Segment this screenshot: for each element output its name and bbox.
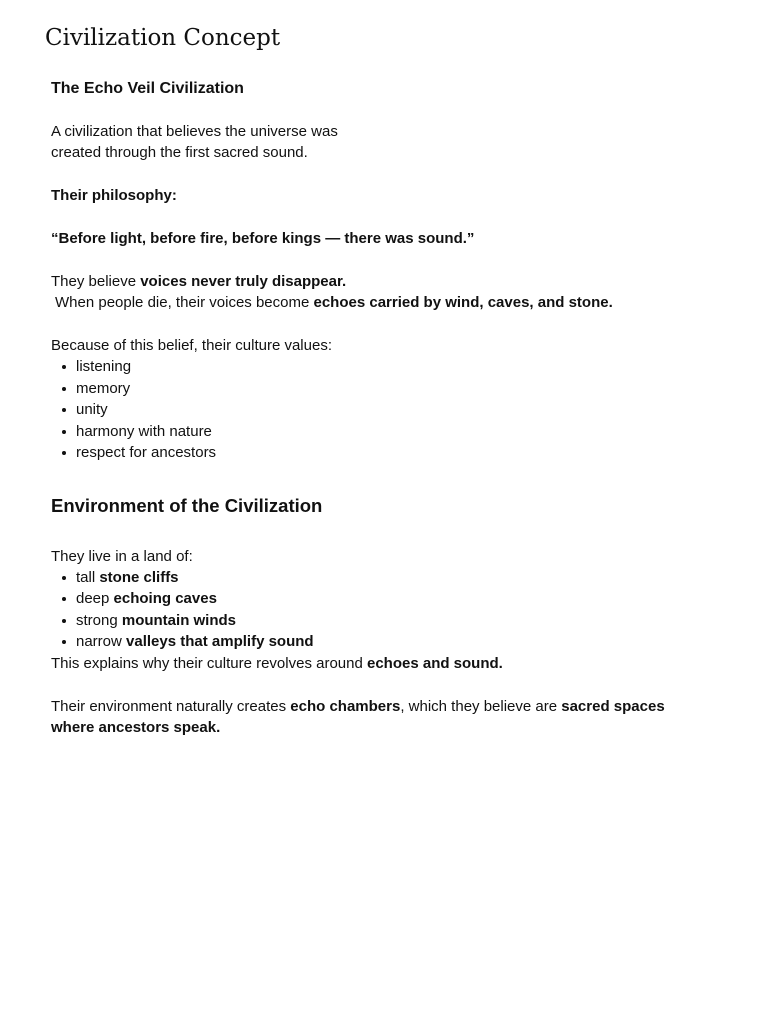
feature-plain: strong (76, 611, 122, 629)
chambers-part-2: , which they believe are (400, 697, 562, 715)
environment-explanation (51, 653, 691, 674)
section-subtitle: The Echo Veil Civilization (51, 80, 244, 97)
explanation-bold: echoes and sound. (366, 654, 503, 672)
document-title: Civilization Concept (45, 25, 281, 51)
belief-line-2-plain: When people die, their voices become (55, 294, 314, 311)
list-item (76, 567, 691, 589)
feature-plain: tall (76, 568, 100, 586)
list-item (76, 631, 691, 653)
belief-line-2-bold: echoes carried by wind, caves, and stone. (313, 294, 613, 311)
environment-intro: They live in a land of: (51, 547, 193, 565)
feature-bold: mountain winds (121, 611, 237, 629)
list-item: unity (76, 399, 691, 421)
chambers-bold-2: sacred spaces where ancestors speak. (51, 697, 665, 736)
chambers-part-1: Their environment naturally creates (51, 697, 291, 715)
chambers-bold-1: echo chambers (290, 697, 401, 715)
environment-heading: Environment of the Civilization (51, 494, 323, 516)
list-item (76, 588, 691, 610)
feature-bold: echoing caves (113, 590, 217, 607)
philosophy-label (51, 185, 691, 206)
philosophy-quote (51, 228, 691, 249)
document-body (51, 78, 691, 738)
list-item: memory (76, 378, 691, 400)
belief-paragraph (51, 271, 691, 313)
intro-line-1: A civilization that believes the universe was (51, 123, 338, 140)
list-item: respect for ancestors (76, 442, 691, 464)
belief-line-1-bold: voices never truly disappear. (140, 273, 347, 290)
list-item: listening (76, 356, 691, 378)
environment-features-list (51, 567, 691, 653)
explanation-plain: This explains why their culture revolves around (51, 654, 367, 672)
feature-plain: narrow (76, 633, 127, 650)
philosophy-label-text: Their philosophy: (51, 187, 177, 204)
list-item: harmony with nature (76, 421, 691, 443)
intro-line-2: created through the first sacred sound. (51, 144, 308, 161)
philosophy-quote-text: “Before light, before fire, before kings — there was sound.” (51, 230, 475, 247)
feature-bold: valleys that amplify sound (126, 633, 314, 650)
echo-chambers-paragraph (51, 696, 691, 738)
feature-plain: deep (76, 590, 114, 607)
values-list (51, 356, 691, 464)
values-intro: Because of this belief, their culture values: (51, 337, 332, 354)
list-item (76, 610, 691, 632)
feature-bold: stone cliffs (99, 568, 179, 586)
intro-paragraph (51, 121, 691, 163)
belief-line-1-plain: They believe (51, 273, 141, 290)
